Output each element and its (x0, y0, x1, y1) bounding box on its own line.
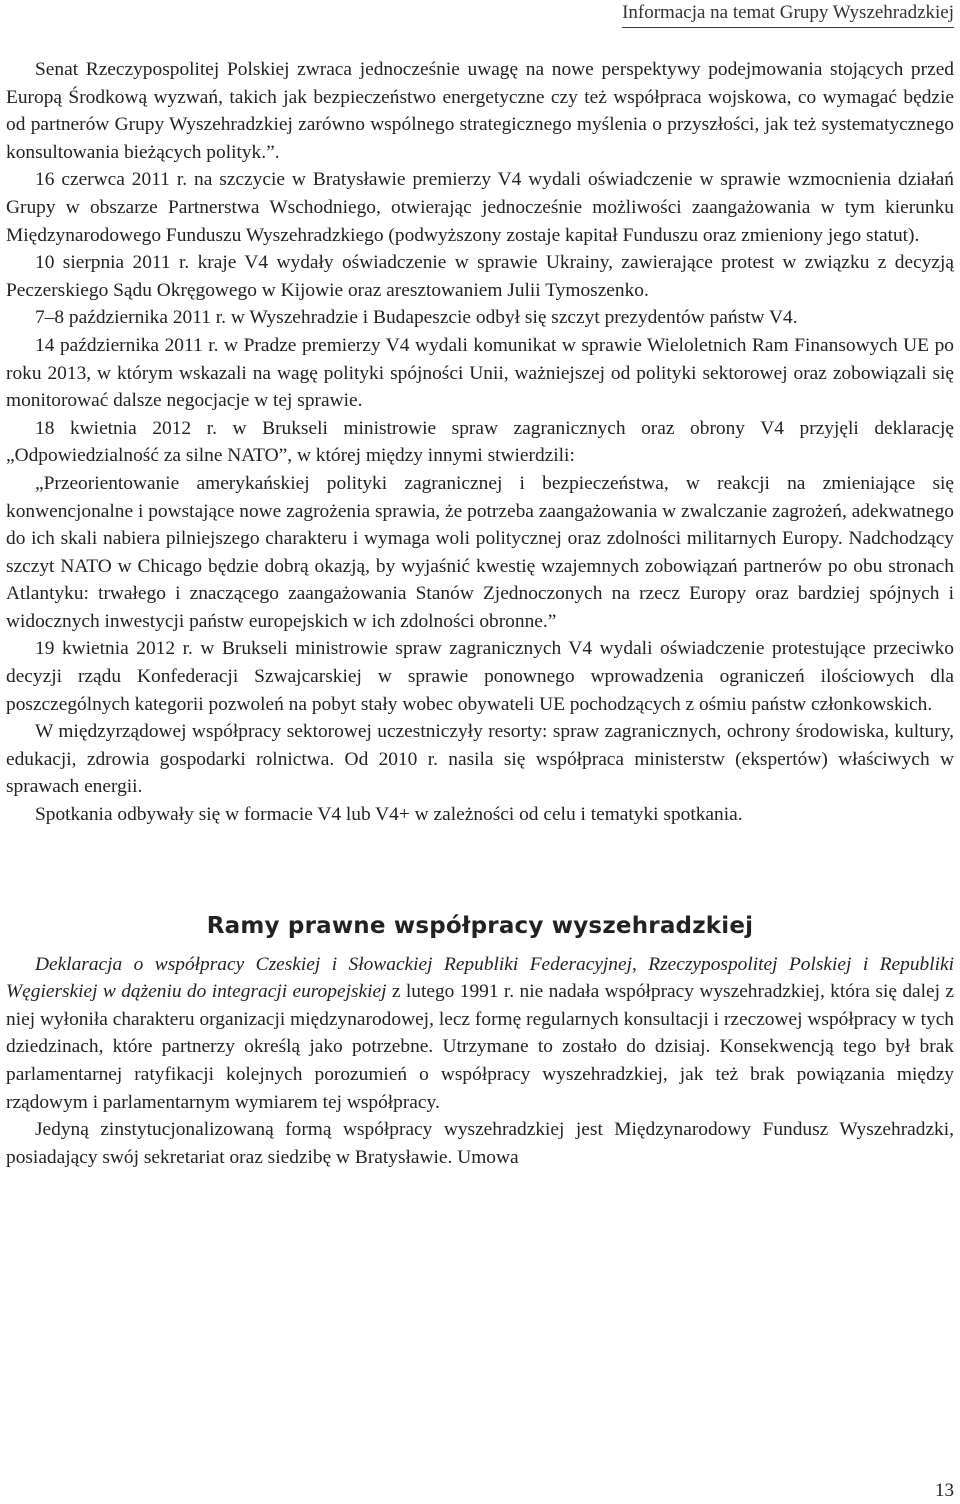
page-number: 13 (935, 1480, 954, 1501)
running-header: Informacja na temat Grupy Wyszehradzkiej (622, 2, 954, 28)
paragraph: W międzyrządowej współpracy sektorowej uczestniczyły resorty: spraw zagranicznych, ochrony środowiska, kultury, edukacji, zdrowia gospodarki rolnictwa. Od 2010 r. nasila się współpraca ministerstw (ekspertów) właściwych w sprawach energii. (6, 721, 954, 798)
page-body (6, 56, 954, 1171)
paragraph: 10 sierpnia 2011 r. kraje V4 wydały oświadczenie w sprawie Ukrainy, zawierające protest w związku z decyzją Peczerskiego Sądu Okręgowego w Kijowie oraz aresztowaniem Julii Tymoszenko. (6, 252, 954, 301)
paragraph: 18 kwietnia 2012 r. w Brukseli ministrowie spraw zagranicznych oraz obrony V4 przyjęli deklarację „Odpowiedzialność za silne NATO”, w której między innymi stwierdzili: (6, 417, 954, 467)
section-heading: Ramy prawne współpracy wyszehradzkiej (206, 912, 754, 939)
section-paragraph: Jedyną zinstytucjonalizowaną formą współpracy wyszehradzkiej jest Międzynarodowy Fundusz Wyszehradzki, posiadający swój sekretariat oraz siedzibę w Bratysławie. Umowa (6, 1119, 954, 1168)
paragraph: 14 października 2011 r. w Pradze premierzy V4 wydali komunikat w sprawie Wieloletnich Ram Finansowych UE po roku 2013, w którym wskazali na wagę polityki spójności Unii, ważniejszej od polityki sektorowej oraz zobowiązali się monitorować dalsze negocjacje w tej sprawie. (6, 334, 954, 412)
quote-paragraph: „Przeorientowanie amerykańskiej polityki zagranicznej i bezpieczeństwa, w reakcji na zmieniające się konwencjonalne i powstające nowe zagrożenia sprawia, że potrzeba zaangażowania w zwalczanie zagrożeń, adekwatnego do ich skali nabiera pilniejszego charakteru i wymaga woli politycznej oraz zdolności militarnych Europy. Nadchodzący szczyt NATO w Chicago będzie dobrą okazją, by wyjaśnić kwestię wzajemnych zobowiązań partnerów po obu stronach Atlantyku: trwałego i znaczącego zaangażowania Stanów Zjednoczonych na rzecz Europy oraz bardziej spójnych i widocznych inwestycji państw europejskich w ich zdolności obronne.” (6, 472, 954, 632)
section-paragraph-text: z lutego 1991 r. nie nadała współpracy wyszehradzkiej, która się dalej z niej wyłoniła charakteru organizacji międzynarodowej, lecz formę regularnych konsultacji i rzeczowej współpracy w tych dziedzinach, które partnerzy określą jako potrzebne. Utrzymane to zostało do dzisiaj. Konsekwencją tego był brak parlamentarnej ratyfikacji kolejnych porozumień o współpracy wyszehradzkiej, jak też brak powiązania między rządowym i parlamentarnym wymiarem tej współpracy. (6, 981, 954, 1113)
section-paragraph (6, 951, 954, 1117)
declaration-title: Deklaracja o współpracy Czeskiej i Słowackiej Republiki Federacyjnej, Rzeczypospolitej Polskiej i Republiki Węgierskiej w dążeniu do integracji europejskiej (6, 953, 954, 1003)
paragraph: 7–8 października 2011 r. w Wyszehradzie i Budapeszcie odbył się szczyt prezydentów państw V4. (35, 307, 798, 329)
paragraph: Senat Rzeczypospolitej Polskiej zwraca jednocześnie uwagę na nowe perspektywy podejmowania stojących przed Europą Środkową wyzwań, takich jak bezpieczeństwo energetyczne czy też współpraca wojskowa, co wymagać będzie od partnerów Grupy Wyszehradzkiej zarówno wspólnego strategicznego myślenia o przyszłości, jak też systematycznego konsultowania bieżących polityk.”. (6, 59, 954, 163)
paragraph: 16 czerwca 2011 r. na szczycie w Bratysławie premierzy V4 wydali oświadczenie w sprawie wzmocnienia działań Grupy w obszarze Partnerstwa Wschodniego, otwierając jednocześnie możliwości zaangażowania w tym kierunku Międzynarodowego Funduszu Wyszehradzkiego (podwyższony zostaje kapitał Funduszu oraz zmieniony jego statut). (6, 169, 954, 246)
paragraph: 19 kwietnia 2012 r. w Brukseli ministrowie spraw zagranicznych V4 wydali oświadczenie protestujące przeciwko decyzji rządu Konfederacji Szwajcarskiej w sprawie ponownego wprowadzenia ograniczeń ilościowych dla poszczególnych kategorii pozwoleń na pobyt stały wobec obywateli UE pochodzących z ośmiu państw członkowskich. (6, 638, 954, 715)
paragraph: Spotkania odbywały się w formacie V4 lub V4+ w zależności od celu i tematyki spotkania. (35, 804, 743, 826)
